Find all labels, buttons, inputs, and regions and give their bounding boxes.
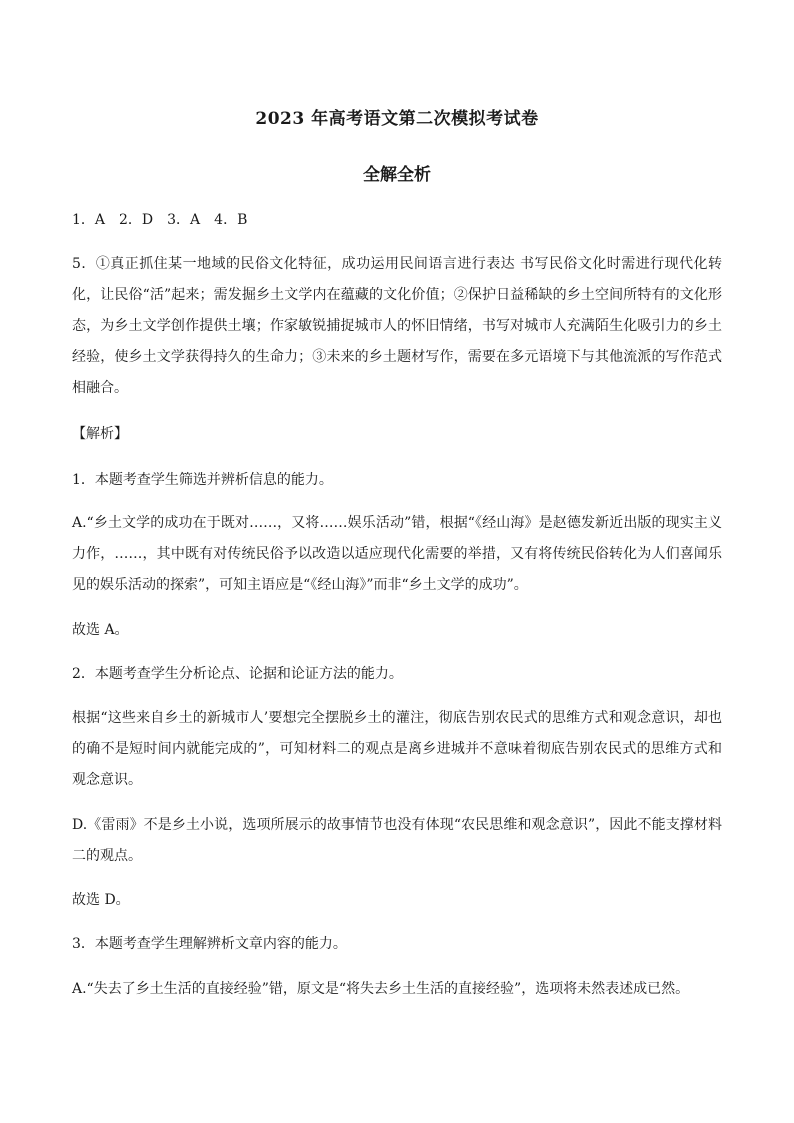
question-5-answer: 5．①真正抓住某一地域的民俗文化特征，成功运用民间语言进行表达 书写民俗文化时需进行现代化转化，让民俗“活”起来；需发掘乡土文学内在蕴藏的文化价值；②保护日益稀缺的乡土空间所特有的文化形态，为乡土文学创作提供土壤；作家敏锐捕捉城市人的怀旧情绪，书写对城市人充满陌生化吸引力的乡土经验，使乡土文学获得持久的生命力；③未来的乡土题材写作，需要在多元语境下与其他流派的写作范式相融合。 (72, 256, 722, 396)
q2-explanation-d: D.《雷雨》不是乡土小说，选项所展示的故事情节也没有体现“农民思维和观念意识”，因此不能支撑材料二的观点。 (72, 817, 722, 864)
q3-explanation: A.“失去了乡土生活的直接经验”错，原文是“将失去乡土生活的直接经验”，选项将未然表述成已然。 (72, 981, 690, 997)
answer-key: 1．A 2．D 3．A 4．B (72, 212, 248, 228)
q2-choice: 故选 D。 (72, 892, 130, 908)
document-title: 2023 年高考语文第二次模拟考试卷 (255, 109, 539, 129)
q2-intro: 2．本题考查学生分析论点、论据和论证方法的能力。 (72, 666, 403, 682)
document-subtitle: 全解全析 (363, 165, 431, 185)
q3-intro: 3．本题考查学生理解辨析文章内容的能力。 (72, 936, 347, 952)
q1-intro: 1．本题考查学生筛选并辨析信息的能力。 (72, 472, 333, 488)
analysis-heading: 【解析】 (72, 426, 128, 442)
q1-choice: 故选 A。 (72, 622, 129, 638)
q2-explanation: 根据“这些来自乡土的新城市人’要想完全摆脱乡土的灌注，彻底告别农民式的思维方式和观念意识，却也的确不是短时间内就能完成的”，可知材料二的观点是离乡进城并不意味着彻底告别农民式的思维方式和观念意识。 (72, 710, 722, 788)
q1-explanation: A.“乡土文学的成功在于既对……，又将……娱乐活动”错，根据“《经山海》是赵德发新近出版的现实主义力作，……，其中既有对传统民俗予以改造以适应现代化需要的举措，又有将传统民俗转化为人们喜闻乐见的娱乐活动的探索”，可知主语应是“《经山海》”而非“乡土文学的成功”。 (72, 515, 722, 593)
